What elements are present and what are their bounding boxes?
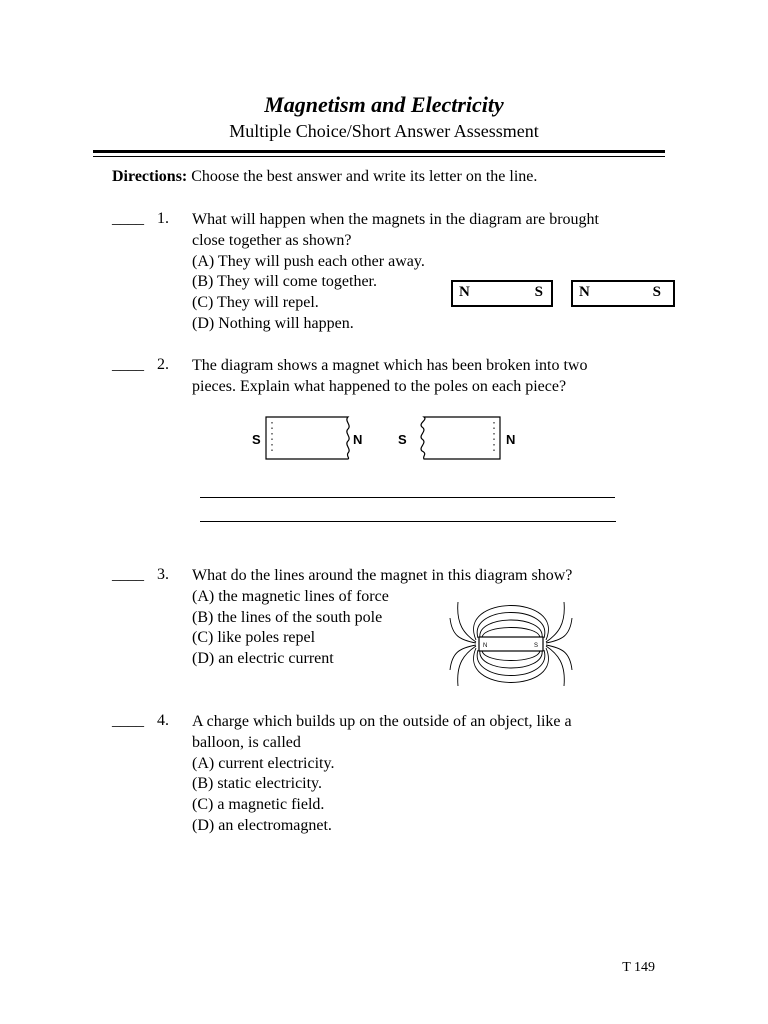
- question-4-option-b: (B) static electricity.: [192, 775, 323, 793]
- broken-magnet-piece-2: [398, 417, 515, 459]
- question-3-line-1: What do the lines around the magnet in this diagram show?: [192, 567, 573, 584]
- question-number-1: 1.: [157, 210, 169, 227]
- question-1-line-2: close together as shown?: [192, 231, 352, 249]
- question-3-option-b: (B) the lines of the south pole: [192, 608, 383, 626]
- question-3-option-c: (C) like poles repel: [192, 629, 316, 647]
- question-number-2: 2.: [157, 356, 169, 373]
- question-2-line-1: The diagram shows a magnet which has been broken into two: [192, 357, 588, 374]
- broken-magnet-diagram: [240, 412, 530, 464]
- question-3-option-a: (A) the magnetic lines of force: [192, 587, 389, 605]
- question-1-option-b: (B) They will come together.: [192, 273, 377, 291]
- directions-label: Directions:: [112, 168, 188, 185]
- question-1-option-d: (D) Nothing will happen.: [192, 314, 354, 332]
- answer-blank-1[interactable]: ____: [112, 210, 144, 227]
- question-1-line-1: What will happen when the magnets in the diagram are brought: [192, 211, 599, 228]
- answer-blank-4[interactable]: ____: [112, 712, 144, 729]
- question-4-option-d: (D) an electromagnet.: [192, 816, 332, 834]
- piece-2-left-pole: S: [398, 432, 407, 447]
- page-subtitle: Multiple Choice/Short Answer Assessment: [229, 121, 539, 141]
- question-4-option-c: (C) a magnetic field.: [192, 796, 325, 814]
- bar-magnet-2-south: S: [652, 284, 661, 300]
- bar-magnet-1-south: S: [534, 284, 543, 300]
- question-4-line-2: balloon, is called: [192, 733, 301, 751]
- directions-text: Choose the best answer and write its letter on the line.: [187, 168, 538, 185]
- question-1-option-a: (A) They will push each other away.: [192, 252, 425, 270]
- question-2: [192, 356, 587, 398]
- magnetic-field-diagram: [446, 594, 576, 690]
- bar-magnet-1-north: N: [459, 284, 470, 300]
- field-magnet-south: S: [534, 643, 539, 649]
- piece-2-right-pole: N: [506, 432, 516, 447]
- piece-1-left-pole: S: [252, 432, 261, 447]
- page-title: Magnetism and Electricity: [264, 92, 504, 117]
- question-number-4: 4.: [157, 712, 169, 729]
- question-1-option-c: (C) They will repel.: [192, 294, 319, 312]
- question-number-3: 3.: [157, 566, 169, 583]
- directions: [112, 168, 537, 186]
- bar-magnet-2: [571, 280, 675, 307]
- broken-magnet-piece-1: [252, 417, 362, 459]
- question-4-option-a: (A) current electricity.: [192, 754, 335, 772]
- question-2-line-2: pieces. Explain what happened to the poles on each piece?: [192, 377, 567, 395]
- answer-blank-3[interactable]: ____: [112, 566, 144, 583]
- header-divider-thick: [93, 150, 665, 153]
- question-4: [192, 712, 572, 837]
- page-number: T 149: [622, 960, 655, 975]
- answer-blank-2[interactable]: ____: [112, 356, 144, 373]
- bar-magnet-2-north: N: [579, 284, 590, 300]
- question-1: [192, 210, 599, 335]
- piece-1-right-pole: N: [353, 432, 363, 447]
- field-magnet-north: N: [483, 643, 488, 649]
- question-4-line-1: A charge which builds up on the outside of an object, like a: [192, 713, 572, 730]
- header-divider-thin: [93, 156, 665, 157]
- answer-line-1[interactable]: [200, 497, 615, 498]
- question-3-option-d: (D) an electric current: [192, 650, 334, 668]
- bar-magnet-1: [451, 280, 553, 307]
- answer-line-2[interactable]: [200, 521, 616, 522]
